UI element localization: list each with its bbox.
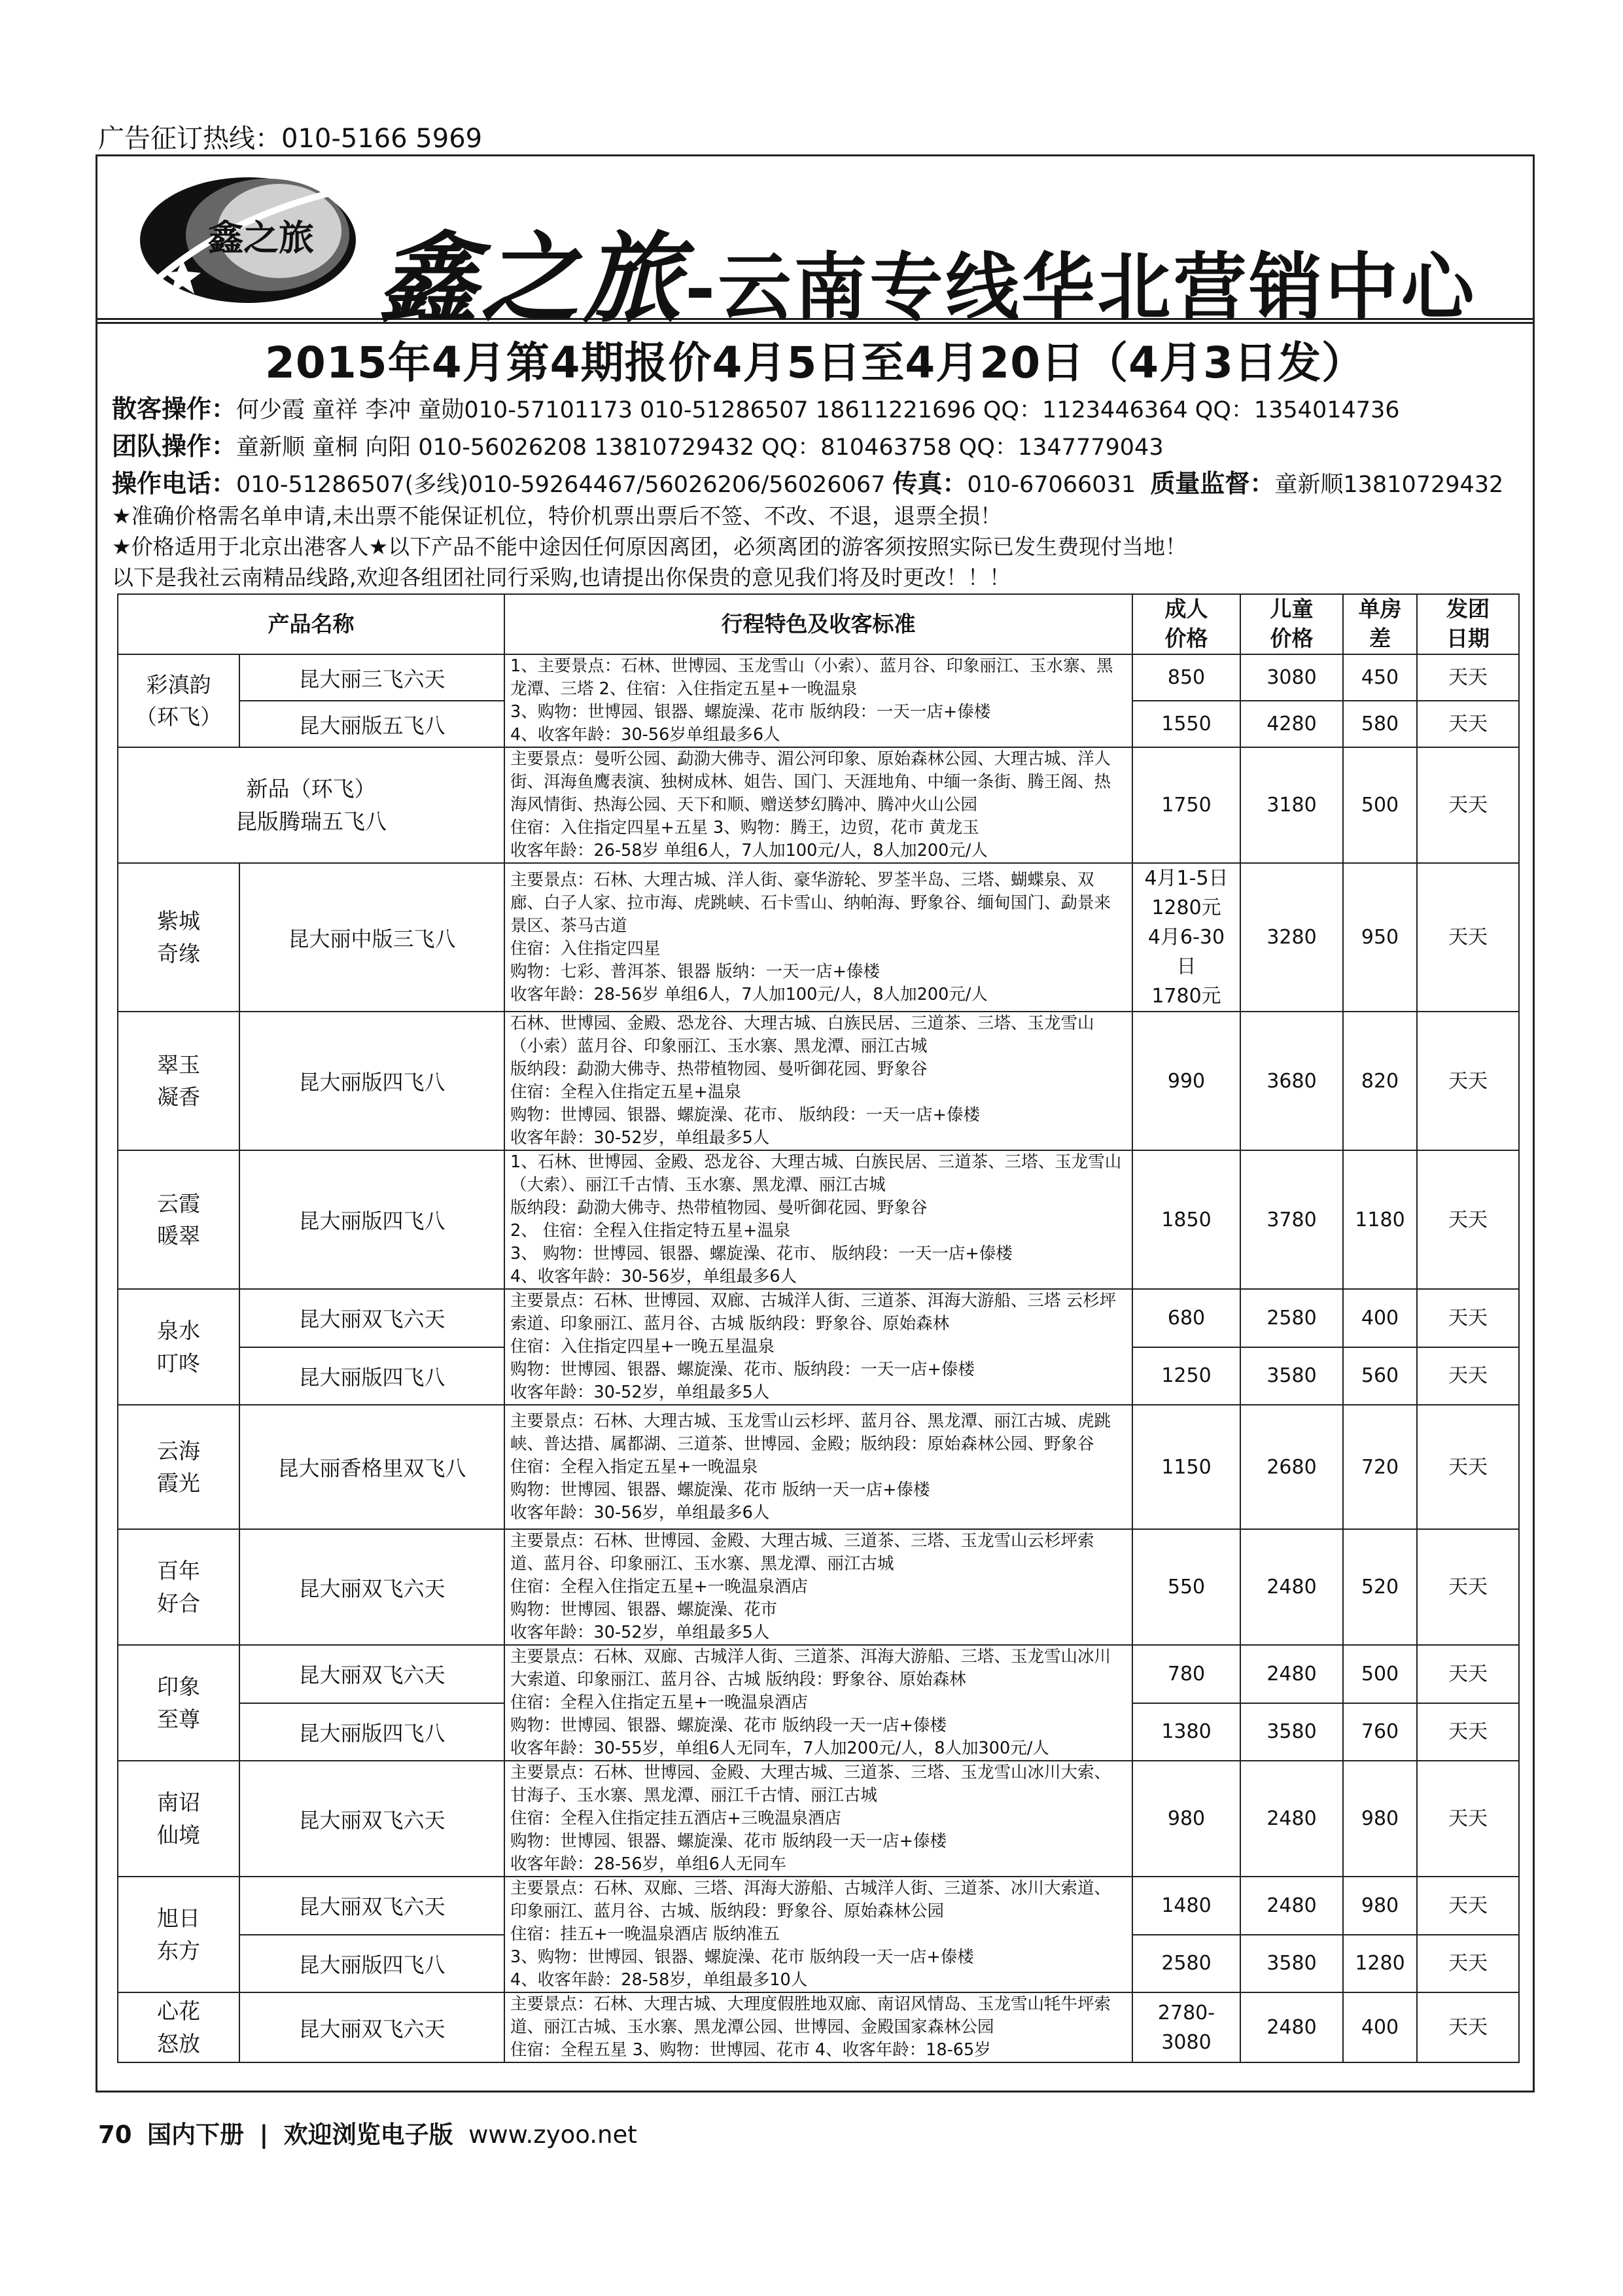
departure-date: 天天 <box>1417 1877 1519 1935</box>
route-name: 昆大丽双飞六天 <box>239 1645 504 1703</box>
table-row <box>118 1529 1519 1645</box>
table-row <box>118 1761 1519 1877</box>
adult-price: 1550 <box>1132 701 1240 747</box>
header <box>97 156 1533 336</box>
group-ops-line: 团队操作：童新顺 童桐 向阳 010-56026208 13810729432 QQ：810463758 QQ：1347779043 <box>112 432 1164 461</box>
single-supplement: 760 <box>1343 1703 1417 1761</box>
child-price: 4280 <box>1240 701 1343 747</box>
child-price: 2480 <box>1240 1529 1343 1645</box>
route-name: 昆大丽双飞六天 <box>239 1992 504 2062</box>
itinerary-description: 主要景点：石林、大理古城、玉龙雪山云杉坪、蓝月谷、黑龙潭、丽江古城、虎跳峡、普达措、属都湖、三道茶、世博园、金殿；版纳段：原始森林公园、野象谷 住宿：全程入指定五星+一晚温泉 购物：世博园、银器、螺旋澡、花市 版纳一天一店+傣楼 收客年龄：30-56岁，单组最多6人 <box>504 1405 1132 1529</box>
brand-rest: -云南专线华北营销中心 <box>685 245 1477 330</box>
single-supplement: 520 <box>1343 1529 1417 1645</box>
route-name: 昆大丽版五飞八 <box>239 701 504 747</box>
itinerary-description: 主要景点：曼听公园、勐泐大佛寺、湄公河印象、原始森林公园、大理古城、洋人街、洱海鱼鹰表演、独树成林、姐告、国门、天涯地角、中缅一条街、腾王阁、热海风情街、热海公园、天下和顺、赠送梦幻腾冲、腾冲火山公园 住宿：入住指定四星+五星 3、购物：腾王，边贸，花市 黄龙玉 收客年龄：26-58岁 单组6人，7人加100元/人，8人加200元/人 <box>504 747 1132 863</box>
route-name: 昆大丽版四飞八 <box>239 1935 504 1993</box>
contact-line: 操作电话：010-51286507(多线)010-59264467/56026206/56026067 传真：010-67066031 质量监督：童新顺13810729432 <box>112 469 1504 498</box>
itinerary-description: 主要景点：石林、双廊、古城洋人街、三道茶、洱海大游船、三塔、玉龙雪山冰川大索道、印象丽江、蓝月谷、古城 版纳段：野象谷、原始森林 住宿：全程入住指定五星+一晚温泉酒店 购物：世博园、银器、螺旋澡、花市 版纳段一天一店+傣楼 收客年龄：30-55岁，单组6人无同车，7人加200元/人，8人加300元/人 <box>504 1645 1132 1761</box>
single-supplement: 580 <box>1343 701 1417 747</box>
itinerary-description: 主要景点：石林、世博园、金殿、大理古城、三道茶、三塔、玉龙雪山云杉坪索道、蓝月谷、印象丽江、玉水寨、黑龙潭、丽江古城 住宿：全程入住指定五星+一晚温泉酒店 购物：世博园、银器、螺旋澡、花市 收客年龄：30-52岁，单组最多5人 <box>504 1529 1132 1645</box>
adult-price: 1750 <box>1132 747 1240 863</box>
route-name: 昆大丽中版三飞八 <box>239 863 504 1012</box>
footer: 70 国内下册 | 欢迎浏览电子版 www.zyoo.net <box>98 2121 637 2149</box>
single-supplement: 1280 <box>1343 1935 1417 1993</box>
route-name: 昆大丽三飞六天 <box>239 654 504 701</box>
departure-date: 天天 <box>1417 654 1519 701</box>
route-name: 昆大丽双飞六天 <box>239 1761 504 1877</box>
header-child: 儿童 价格 <box>1240 594 1343 654</box>
departure-date: 天天 <box>1417 701 1519 747</box>
departure-date: 天天 <box>1417 1529 1519 1645</box>
departure-date: 天天 <box>1417 1935 1519 1993</box>
route-name: 昆大丽版四飞八 <box>239 1150 504 1289</box>
child-price: 3580 <box>1240 1347 1343 1405</box>
itinerary-description: 主要景点：石林、双廊、三塔、洱海大游船、古城洋人街、三道茶、冰川大索道、印象丽江、蓝月谷、古城、版纳段：野象谷、原始森林公园 住宿：挂五+一晚温泉酒店 版纳准五 3、购物：世博园、银器、螺旋澡、花市 版纳段一天一店+傣楼 4、收客年龄：28-58岁，单组最多10人 <box>504 1877 1132 1992</box>
child-price: 3180 <box>1240 747 1343 863</box>
adult-price: 1850 <box>1132 1150 1240 1289</box>
route-name: 昆大丽版四飞八 <box>239 1347 504 1405</box>
logo <box>137 175 359 306</box>
product-series: 心花 怒放 <box>118 1992 239 2062</box>
adult-price: 2580 <box>1132 1935 1240 1993</box>
child-price: 3680 <box>1240 1012 1343 1150</box>
brand-title <box>379 200 1477 341</box>
table-row <box>118 1150 1519 1289</box>
brand-main: 鑫之旅 <box>379 221 686 336</box>
child-price: 3780 <box>1240 1150 1343 1289</box>
departure-date: 天天 <box>1417 747 1519 863</box>
single-supplement: 400 <box>1343 1992 1417 2062</box>
child-price: 3080 <box>1240 654 1343 701</box>
adult-price: 1250 <box>1132 1347 1240 1405</box>
single-supplement: 980 <box>1343 1877 1417 1935</box>
departure-date: 天天 <box>1417 1150 1519 1289</box>
single-supplement: 1180 <box>1343 1150 1417 1289</box>
ad-hotline: 广告征订热线：010-5166 5969 <box>98 124 483 154</box>
adult-price: 680 <box>1132 1289 1240 1347</box>
note-1: ★准确价格需名单申请,未出票不能保证机位，特价机票出票后不签、不改、不退，退票全损！ <box>112 503 1002 529</box>
header-product: 产品名称 <box>118 594 504 654</box>
adult-price: 850 <box>1132 654 1240 701</box>
product-series: 南诏 仙境 <box>118 1761 239 1877</box>
product-series: 旭日 东方 <box>118 1877 239 1992</box>
table-body <box>118 654 1519 2062</box>
itinerary-description: 主要景点：石林、世博园、金殿、大理古城、三道茶、三塔、玉龙雪山冰川大索、甘海子、玉水寨、黑龙潭、丽江千古情、丽江古城 住宿：全程入住指定挂五酒店+三晚温泉酒店 购物：世博园、银器、螺旋澡、花市 版纳段一天一店+傣楼 收客年龄：28-56岁，单组6人无同车 <box>504 1761 1132 1877</box>
adult-price: 780 <box>1132 1645 1240 1703</box>
header-adult: 成人 价格 <box>1132 594 1240 654</box>
adult-price: 1150 <box>1132 1405 1240 1529</box>
header-depart: 发团 日期 <box>1417 594 1519 654</box>
child-price: 2480 <box>1240 1761 1343 1877</box>
product-series: 云霞 暖翠 <box>118 1150 239 1289</box>
single-supplement: 820 <box>1343 1012 1417 1150</box>
child-price: 2480 <box>1240 1645 1343 1703</box>
adult-price: 2780-3080 <box>1132 1992 1240 2062</box>
logo-text: 鑫之旅 <box>208 217 314 258</box>
page-frame <box>96 154 1535 2093</box>
product-series: 泉水 叮咚 <box>118 1289 239 1405</box>
route-name: 昆大丽双飞六天 <box>239 1529 504 1645</box>
child-price: 3280 <box>1240 863 1343 1012</box>
product-series: 云海 霞光 <box>118 1405 239 1529</box>
individual-ops-line: 散客操作：何少霞 童祥 李冲 童勋010-57101173 010-51286507 18611221696 QQ：1123446364 QQ：1354014736 <box>112 395 1400 423</box>
departure-date: 天天 <box>1417 1405 1519 1529</box>
table-row <box>118 1405 1519 1529</box>
product-series: 翠玉 凝香 <box>118 1012 239 1150</box>
single-supplement: 980 <box>1343 1761 1417 1877</box>
adult-price: 1380 <box>1132 1703 1240 1761</box>
adult-price: 4月1-5日 1280元 4月6-30日 1780元 <box>1132 863 1240 1012</box>
departure-date: 天天 <box>1417 1703 1519 1761</box>
product-series: 彩滇韵 （环飞） <box>118 654 239 747</box>
route-name: 昆大丽双飞六天 <box>239 1289 504 1347</box>
child-price: 3580 <box>1240 1935 1343 1993</box>
single-supplement: 500 <box>1343 747 1417 863</box>
note-2: ★价格适用于北京出港客人★以下产品不能中途因任何原因离团，必须离团的游客须按照实际已发生费现付当地！ <box>112 534 1187 559</box>
table-row <box>118 863 1519 1012</box>
single-supplement: 450 <box>1343 654 1417 701</box>
child-price: 2480 <box>1240 1992 1343 2062</box>
route-name: 昆大丽香格里双飞八 <box>239 1405 504 1529</box>
child-price: 2580 <box>1240 1289 1343 1347</box>
single-supplement: 720 <box>1343 1405 1417 1529</box>
departure-date: 天天 <box>1417 1347 1519 1405</box>
product-series: 印象 至尊 <box>118 1645 239 1761</box>
table-row <box>118 1012 1519 1150</box>
departure-date: 天天 <box>1417 1012 1519 1150</box>
price-issue-title: 2015年4月第4期报价4月5日至4月20日（4月3日发） <box>265 338 1365 388</box>
departure-date: 天天 <box>1417 1761 1519 1877</box>
child-price: 2480 <box>1240 1877 1343 1935</box>
table-row <box>118 654 1519 701</box>
itinerary-description: 1、主要景点：石林、世博园、玉龙雪山（小索）、蓝月谷、印象丽江、玉水寨、黑龙潭、三塔 2、住宿：入住指定五星+一晚温泉 3、购物：世博园、银器、螺旋澡、花市 版纳段：一天一店+傣楼 4、收客年龄：30-56岁单组最多6人 <box>504 654 1132 747</box>
itinerary-description: 石林、世博园、金殿、恐龙谷、大理古城、白族民居、三道茶、三塔、玉龙雪山（小索）蓝月谷、印象丽江、玉水寨、黑龙潭、丽江古城 版纳段：勐泐大佛寺、热带植物园、曼听御花园、野象谷 住宿：全程入住指定五星+温泉 购物：世博园、银器、螺旋澡、花市、 版纳段：一天一店+傣楼 收客年龄：30-52岁，单组最多5人 <box>504 1012 1132 1150</box>
header-single: 单房 差 <box>1343 594 1417 654</box>
departure-date: 天天 <box>1417 1645 1519 1703</box>
table-row <box>118 1992 1519 2062</box>
departure-date: 天天 <box>1417 1992 1519 2062</box>
single-supplement: 950 <box>1343 863 1417 1012</box>
product-series: 新品（环飞） 昆版腾瑞五飞八 <box>118 747 504 863</box>
table-header-row <box>118 594 1519 654</box>
single-supplement: 400 <box>1343 1289 1417 1347</box>
itinerary-description: 1、石林、世博园、金殿、恐龙谷、大理古城、白族民居、三道茶、三塔、玉龙雪山（大索）、丽江千古情、玉水寨、黑龙潭、丽江古城 版纳段：勐泐大佛寺、热带植物园、曼听御花园、野象谷 2、 住宿：全程入住指定特五星+温泉 3、 购物：世博园、银器、螺旋澡、花市、 版纳段：一天一店+傣楼 4、收客年龄：30-56岁，单组最多6人 <box>504 1150 1132 1289</box>
single-supplement: 560 <box>1343 1347 1417 1405</box>
price-table <box>117 593 1520 2063</box>
note-3: 以下是我社云南精品线路,欢迎各组团社同行采购,也请提出你保贵的意见我们将及时更改！！！ <box>112 565 1011 590</box>
child-price: 3580 <box>1240 1703 1343 1761</box>
route-name: 昆大丽双飞六天 <box>239 1877 504 1935</box>
adult-price: 990 <box>1132 1012 1240 1150</box>
route-name: 昆大丽版四飞八 <box>239 1703 504 1761</box>
child-price: 2680 <box>1240 1405 1343 1529</box>
product-series: 紫城 奇缘 <box>118 863 239 1012</box>
table-row <box>118 1289 1519 1347</box>
adult-price: 550 <box>1132 1529 1240 1645</box>
departure-date: 天天 <box>1417 863 1519 1012</box>
header-desc: 行程特色及收客标准 <box>504 594 1132 654</box>
adult-price: 1480 <box>1132 1877 1240 1935</box>
itinerary-description: 主要景点：石林、大理古城、洋人街、豪华游轮、罗荃半岛、三塔、蝴蝶泉、双廊、白子人家、拉市海、虎跳峡、石卡雪山、纳帕海、野象谷、缅甸国门、勐景来景区、茶马古道 住宿：入住指定四星 购物：七彩、普洱茶、银器 版纳：一天一店+傣楼 收客年龄：28-56岁 单组6人，7人加100元/人，8人加200元/人 <box>504 863 1132 1012</box>
route-name: 昆大丽版四飞八 <box>239 1012 504 1150</box>
departure-date: 天天 <box>1417 1289 1519 1347</box>
single-supplement: 500 <box>1343 1645 1417 1703</box>
table-row <box>118 747 1519 863</box>
table-row <box>118 1645 1519 1703</box>
product-series: 百年 好合 <box>118 1529 239 1645</box>
table-row <box>118 1877 1519 1935</box>
itinerary-description: 主要景点：石林、世博园、双廊、古城洋人街、三道茶、洱海大游船、三塔 云杉坪索道、印象丽江、蓝月谷、古城 版纳段：野象谷、原始森林 住宿：入住指定四星+一晚五星温泉 购物：世博园、银器、螺旋澡、花市、版纳段：一天一店+傣楼 收客年龄：30-52岁，单组最多5人 <box>504 1289 1132 1405</box>
adult-price: 980 <box>1132 1761 1240 1877</box>
itinerary-description: 主要景点：石林、大理古城、大理度假胜地双廊、南诏风情岛、玉龙雪山牦牛坪索道、丽江古城、玉水寨、黑龙潭公园、世博园、金殿国家森林公园 住宿：全程五星 3、购物：世博园、花市 4、收客年龄：18-65岁 <box>504 1992 1132 2062</box>
